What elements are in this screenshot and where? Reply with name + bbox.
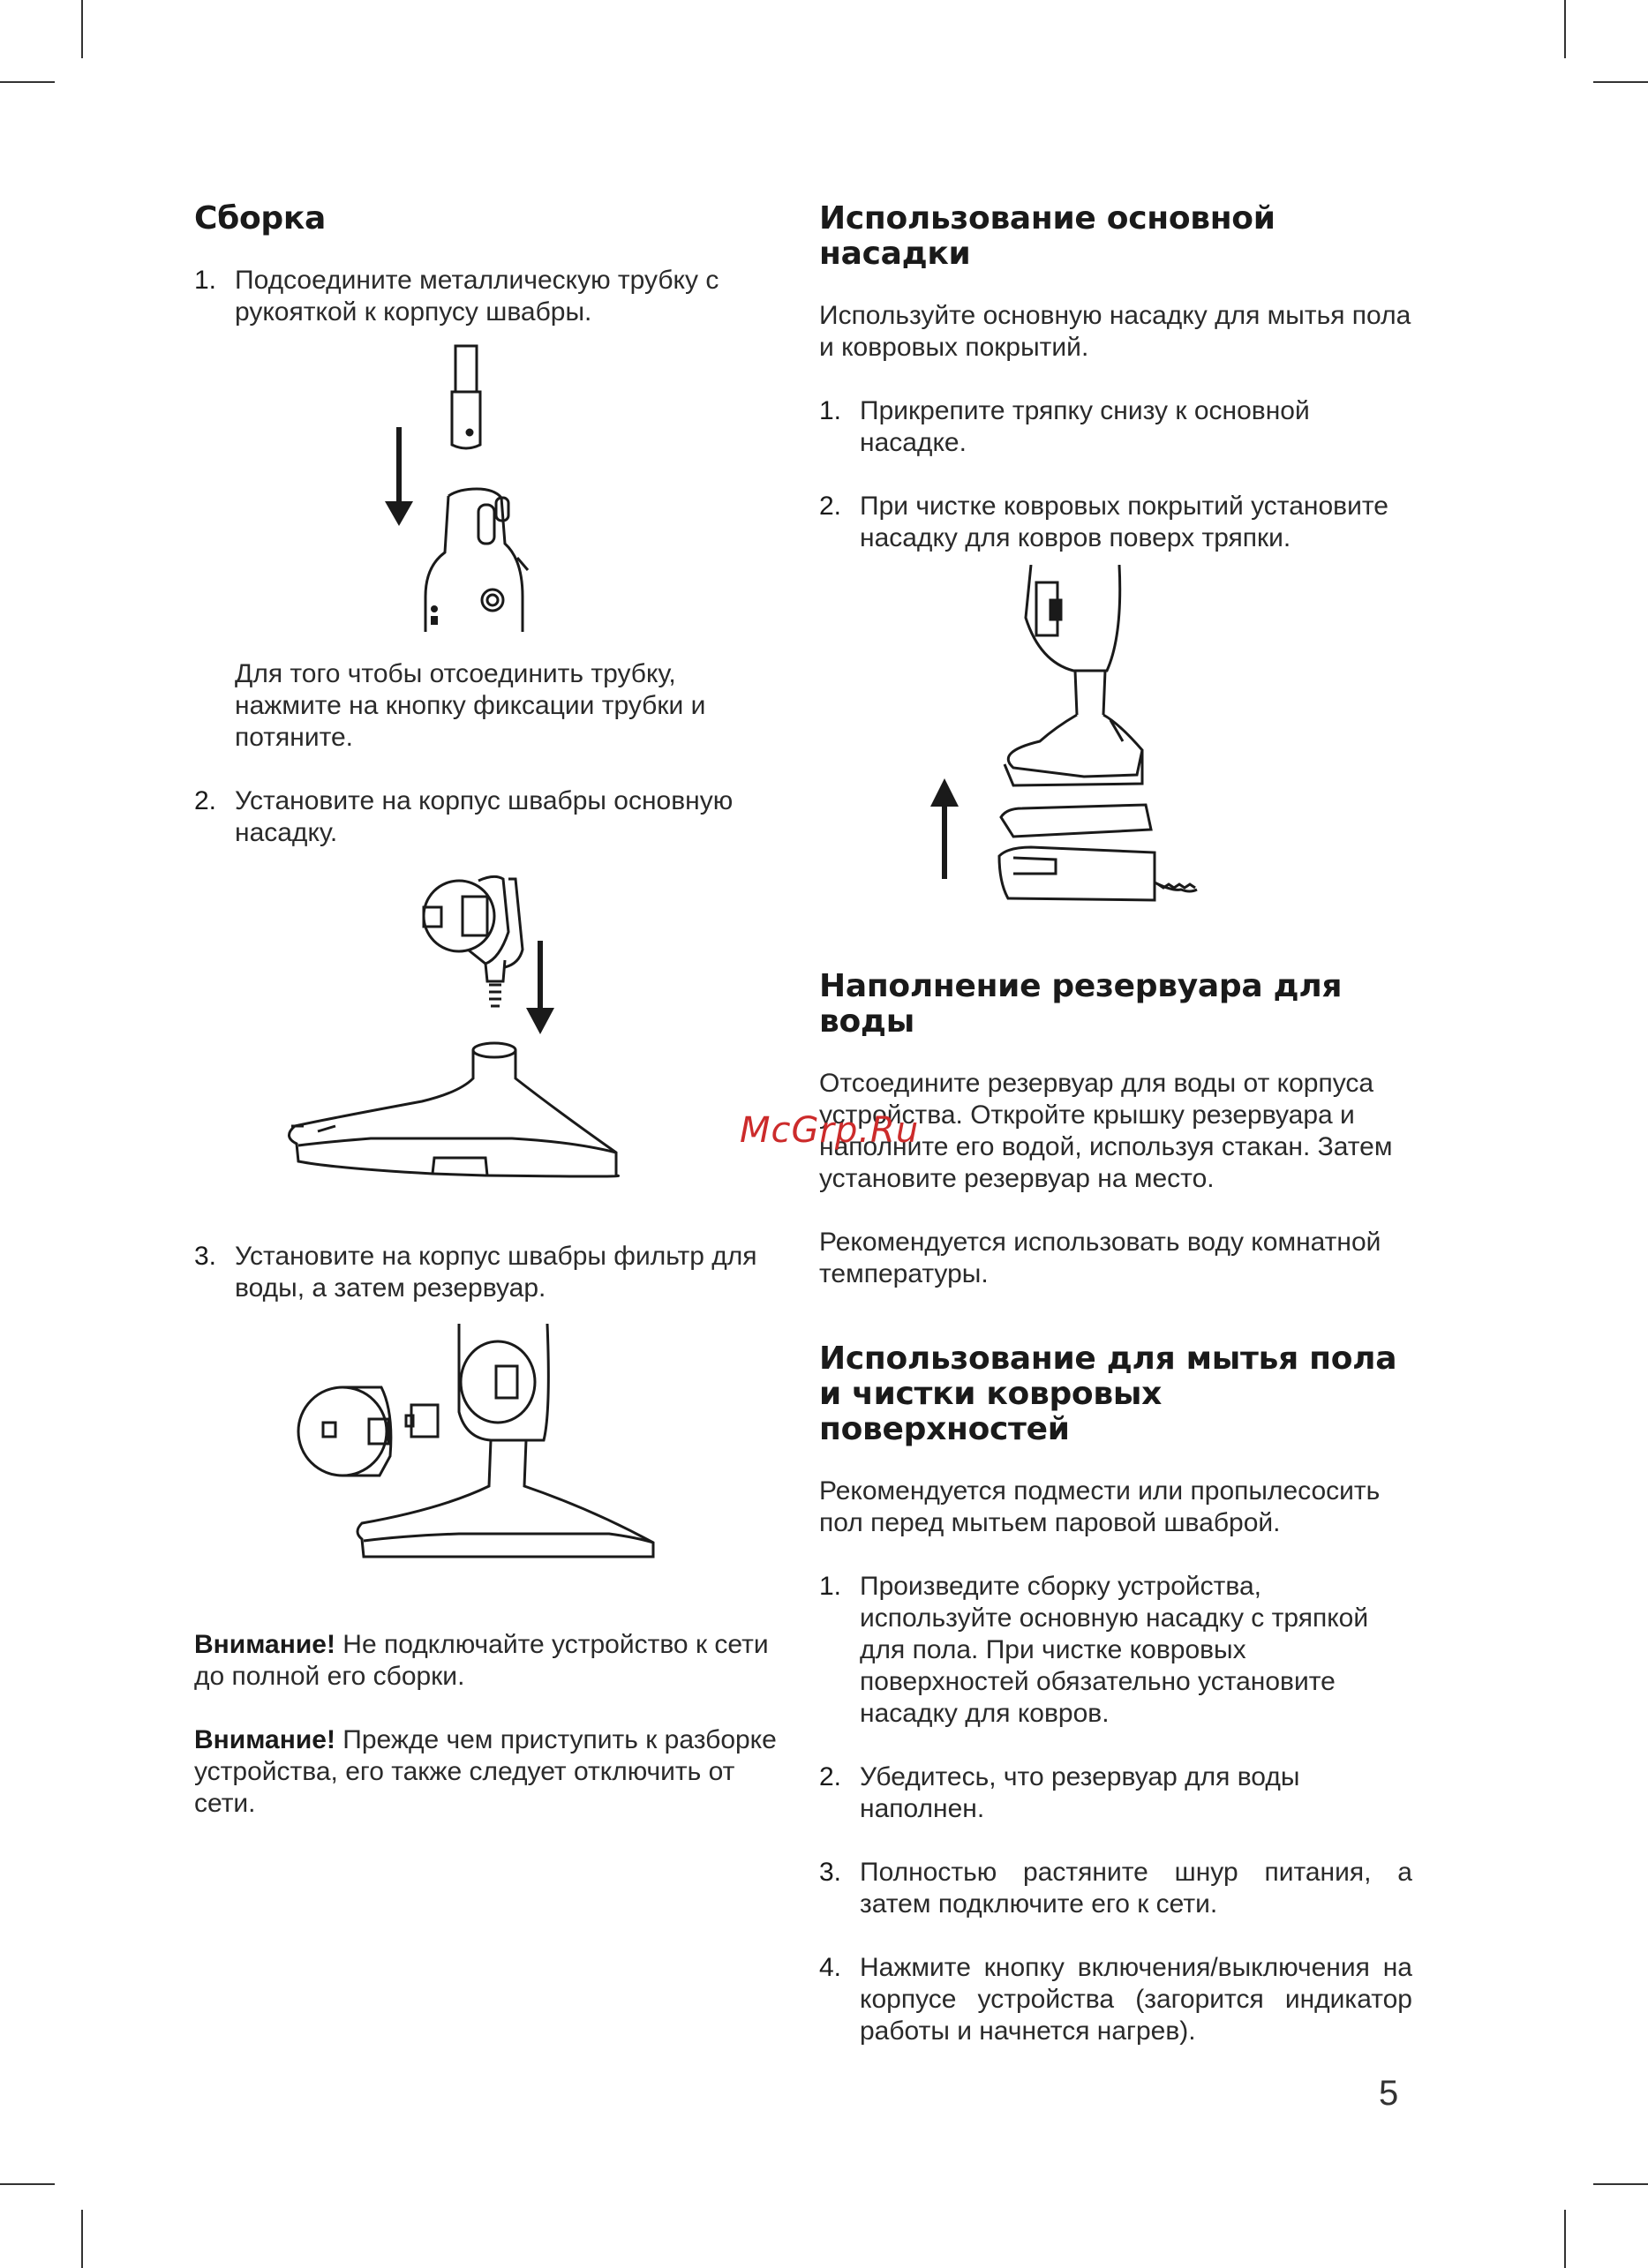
step-number: 3. bbox=[819, 1858, 842, 1887]
detach-note: Для того чтобы отсоединить трубку, нажмите на кнопку фиксации трубки и потяните. bbox=[235, 659, 706, 752]
floor-step-3 bbox=[819, 1857, 1412, 1920]
step-text: Установите на корпус швабры фильтр для воды, а затем резервуар. bbox=[235, 1242, 757, 1303]
step-text: Установите на корпус швабры основную насадку. bbox=[235, 786, 734, 847]
crop-mark bbox=[81, 2210, 83, 2268]
tube-attach-illustration bbox=[194, 341, 777, 632]
floor-cleaning-title bbox=[819, 1341, 1412, 1447]
crop-mark bbox=[0, 81, 55, 83]
floor-step-2 bbox=[819, 1761, 1412, 1825]
warning-label: Внимание! bbox=[194, 1725, 335, 1754]
main-nozzle-illustration bbox=[194, 861, 777, 1214]
crop-mark bbox=[81, 0, 83, 58]
step-text: Прикрепите тряпку снизу к основной насадке. bbox=[860, 396, 1310, 457]
main-nozzle-intro: Используйте основную насадку для мытья пола и ковровых покрытий. bbox=[819, 301, 1411, 362]
step-number: 1. bbox=[194, 266, 217, 295]
title-line-1: Использование для мытья пола bbox=[819, 1341, 1397, 1377]
main-nozzle-title: Использование основной насадки bbox=[819, 200, 1276, 272]
main-nozzle-step-2 bbox=[819, 491, 1412, 554]
filter-tank-illustration bbox=[194, 1324, 777, 1571]
warning-text: Прежде чем приступить к разборке устройства, его также следует отключить от сети. bbox=[194, 1725, 777, 1818]
page-number: 5 bbox=[1379, 2074, 1399, 2113]
step-number: 2. bbox=[819, 492, 842, 521]
assembly-step-2 bbox=[194, 785, 777, 849]
carpet-glider-illustration bbox=[819, 565, 1412, 918]
floor-cleaning-intro: Рекомендуется подмести или пропылесосить пол перед мытьем паровой шваброй. bbox=[819, 1476, 1381, 1537]
step-text: Нажмите кнопку включения/выключения на корпусе устройства (загорится индикатор работы и начнется нагрев). bbox=[860, 1953, 1412, 2046]
crop-mark bbox=[1564, 0, 1566, 58]
warning-label: Внимание! bbox=[194, 1630, 335, 1659]
water-tank-title: Наполнение резервуара для воды bbox=[819, 968, 1343, 1040]
floor-step-1 bbox=[819, 1571, 1412, 1730]
title-line-2: и чистки ковровых поверхностей bbox=[819, 1376, 1162, 1447]
water-tank-text-1: Отсоедините резервуар для воды от корпуса устройства. Откройте крышку резервуара и наполните его водой, используя стакан. Затем установите резервуар на место. bbox=[819, 1069, 1393, 1193]
step-number: 3. bbox=[194, 1242, 217, 1271]
step-number: 1. bbox=[819, 396, 842, 425]
crop-mark bbox=[1593, 81, 1648, 83]
step-number: 2. bbox=[194, 786, 217, 815]
step-number: 4. bbox=[819, 1953, 842, 1982]
step-text: Произведите сборку устройства, используйте основную насадку с тряпкой для пола. При чистке ковровых поверхностей обязательно установите насадку для ковров. bbox=[860, 1572, 1369, 1728]
step-text: Убедитесь, что резервуар для воды наполнен. bbox=[860, 1762, 1300, 1823]
step-text: Подсоедините металлическую трубку с рукояткой к корпусу швабры. bbox=[235, 266, 719, 327]
warning-1 bbox=[194, 1629, 777, 1693]
water-tank-text-2: Рекомендуется использовать воду комнатной температуры. bbox=[819, 1228, 1381, 1288]
watermark: McGrp.Ru bbox=[740, 1110, 920, 1151]
step-number: 1. bbox=[819, 1572, 842, 1601]
assembly-step-1 bbox=[194, 265, 777, 328]
step-text: При чистке ковровых покрытий установите насадку для ковров поверх тряпки. bbox=[860, 492, 1388, 552]
warning-2 bbox=[194, 1724, 777, 1820]
crop-mark bbox=[1593, 2183, 1648, 2185]
left-column bbox=[194, 201, 777, 1820]
crop-mark bbox=[0, 2183, 55, 2185]
main-nozzle-step-1 bbox=[819, 395, 1412, 459]
step-text: Полностью растяните шнур питания, а затем подключите его к сети. bbox=[860, 1858, 1412, 1919]
crop-mark bbox=[1564, 2210, 1566, 2268]
step-number: 2. bbox=[819, 1762, 842, 1791]
floor-step-4 bbox=[819, 1952, 1412, 2047]
assembly-step-3 bbox=[194, 1241, 777, 1304]
assembly-title: Сборка bbox=[194, 200, 326, 237]
warning-text: Не подключайте устройство к сети до полной его сборки. bbox=[194, 1630, 769, 1691]
